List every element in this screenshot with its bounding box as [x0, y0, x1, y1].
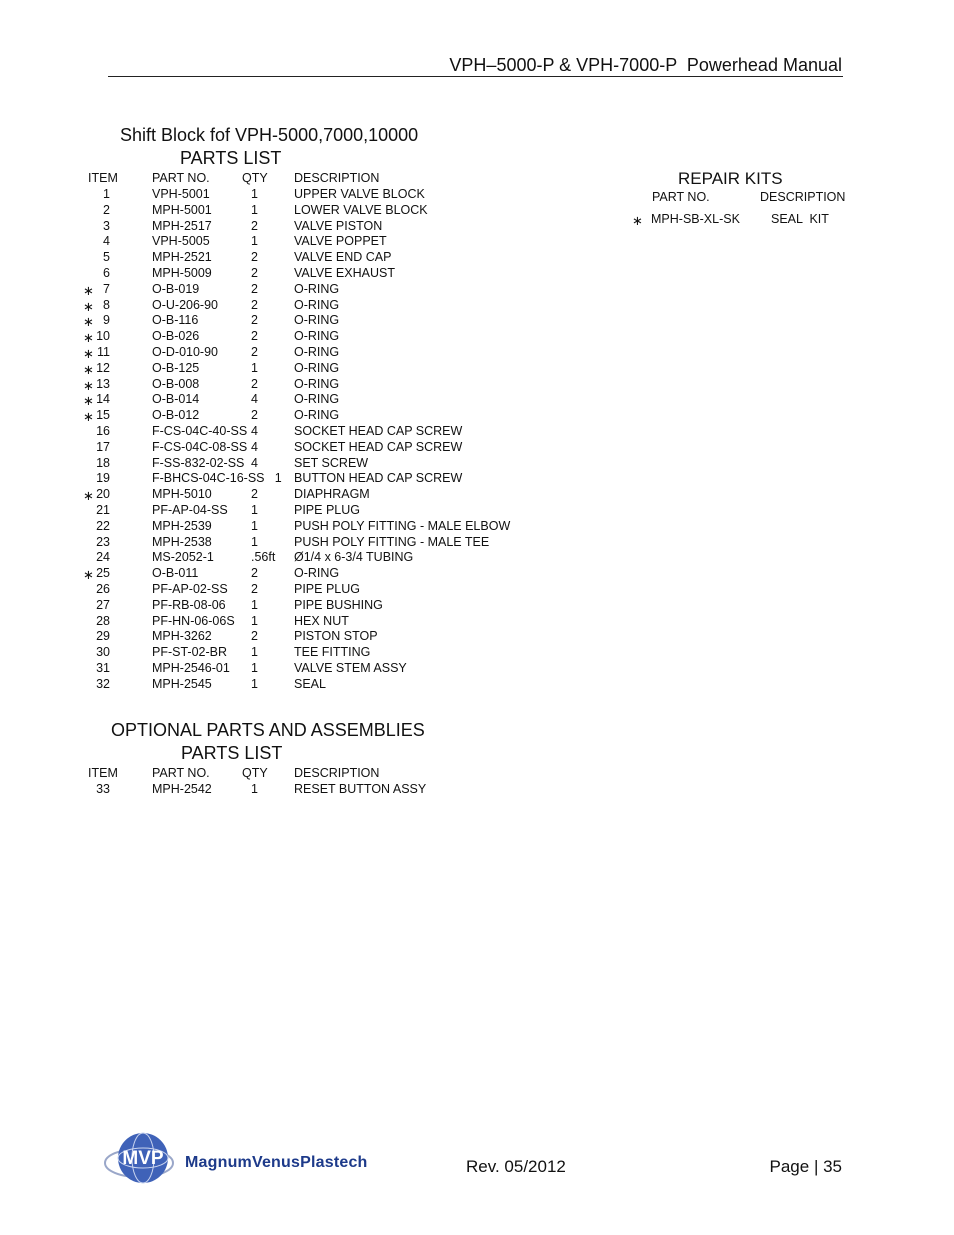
description: SOCKET HEAD CAP SCREW — [294, 439, 463, 454]
description: O-RING — [294, 297, 340, 312]
part-number: F-BHCS-04C-16-SS — [152, 471, 265, 486]
part-number: MPH-2542 — [152, 782, 212, 796]
opt-col-item-header: ITEM — [88, 766, 118, 780]
item-number: 19 — [96, 471, 110, 486]
asterisk-icon: ∗ — [83, 409, 94, 425]
description: HEX NUT — [294, 613, 349, 628]
quantity: 1 — [251, 534, 258, 549]
parts-list-subtitle: PARTS LIST — [180, 148, 282, 168]
item-number: 15 — [96, 408, 110, 423]
part-number: F-CS-04C-40-SS — [152, 424, 248, 438]
asterisk-icon: ∗ — [83, 298, 94, 314]
description: PUSH POLY FITTING - MALE ELBOW — [294, 518, 511, 533]
item-number: 27 — [96, 597, 110, 612]
quantity: 2 — [251, 376, 258, 391]
part-number: PF-ST-02-BR — [152, 645, 228, 660]
description: O-RING — [294, 329, 340, 344]
quantity: 2 — [251, 250, 258, 265]
item-number: 24 — [96, 550, 110, 565]
part-number: MPH-5010 — [152, 487, 212, 502]
quantity: 1 — [251, 597, 258, 612]
description: BUTTON HEAD CAP SCREW — [294, 471, 463, 486]
quantity: 1 — [251, 360, 258, 375]
asterisk-icon: ∗ — [83, 330, 94, 346]
logo-company-name: MagnumVenusPlastech — [185, 1154, 368, 1171]
part-number: MPH-2545 — [152, 676, 212, 691]
quantity: 4 — [251, 439, 258, 454]
item-number: 30 — [96, 645, 110, 660]
description: PUSH POLY FITTING - MALE TEE — [294, 534, 490, 549]
description: O-RING — [294, 392, 340, 407]
quantity: 4 — [251, 424, 258, 438]
part-number: O-B-125 — [152, 360, 200, 375]
item-number: 18 — [96, 455, 110, 470]
quantity: 2 — [251, 297, 258, 312]
description: SET SCREW — [294, 455, 369, 470]
revision-date: Rev. 05/2012 — [466, 1157, 566, 1176]
part-number: PF-AP-04-SS — [152, 503, 228, 517]
mvp-globe-logo-icon — [103, 1130, 183, 1190]
item-number: 25 — [96, 566, 110, 581]
part-number: O-B-116 — [152, 313, 199, 328]
item-number: 31 — [96, 661, 110, 675]
item-number: 14 — [96, 392, 110, 407]
col-part-no-header: PART NO. — [152, 171, 210, 185]
item-number: 17 — [96, 439, 110, 454]
quantity: 2 — [251, 313, 258, 328]
opt-col-description-header: DESCRIPTION — [294, 766, 380, 780]
header-rule — [108, 76, 843, 77]
description: PIPE PLUG — [294, 503, 360, 517]
kit-col-description-header: DESCRIPTION — [760, 190, 846, 204]
optional-parts-subtitle: PARTS LIST — [181, 743, 283, 763]
quantity: 1 — [251, 782, 258, 796]
company-logo — [103, 1130, 393, 1190]
item-number: 7 — [103, 281, 110, 296]
asterisk-icon: ∗ — [83, 282, 94, 298]
description: SOCKET HEAD CAP SCREW — [294, 424, 463, 438]
item-number: 23 — [96, 534, 110, 549]
item-number: 5 — [103, 250, 110, 265]
asterisk-icon: ∗ — [83, 361, 94, 377]
quantity: 2 — [251, 629, 258, 644]
header-title: VPH–5000-P & VPH-7000-P Powerhead Manual — [449, 55, 842, 75]
quantity: 2 — [251, 408, 258, 423]
opt-col-qty-header: QTY — [242, 766, 268, 780]
logo-badge-text: MVP — [122, 1148, 164, 1169]
description: LOWER VALVE BLOCK — [294, 202, 428, 217]
asterisk-icon: ∗ — [83, 393, 94, 409]
description: VALVE POPPET — [294, 234, 387, 249]
shift-block-title: Shift Block fof VPH-5000,7000,10000 — [120, 125, 419, 145]
part-number: MPH-5001 — [152, 202, 212, 217]
quantity: 1 — [274, 471, 282, 486]
quantity: .56ft — [251, 550, 276, 565]
optional-parts-title: OPTIONAL PARTS AND ASSEMBLIES — [111, 720, 425, 740]
item-number: 29 — [96, 629, 110, 644]
quantity: 2 — [251, 566, 258, 581]
item-number: 10 — [96, 329, 110, 344]
asterisk-icon: ∗ — [83, 314, 94, 330]
quantity: 4 — [251, 392, 258, 407]
part-number: PF-HN-06-06S — [152, 613, 235, 628]
item-number: 1 — [103, 187, 110, 201]
part-number: MPH-2546-01 — [152, 661, 230, 675]
quantity: 2 — [251, 281, 258, 296]
description: O-RING — [294, 376, 340, 391]
part-number: VPH-5001 — [152, 187, 210, 201]
item-number: 3 — [103, 218, 110, 233]
asterisk-icon: ∗ — [83, 488, 94, 504]
quantity: 2 — [251, 329, 258, 344]
item-number: 2 — [103, 202, 110, 217]
quantity: 1 — [251, 661, 258, 675]
item-number: 9 — [103, 313, 110, 328]
asterisk-icon: ∗ — [632, 213, 643, 228]
description: TEE FITTING — [294, 645, 371, 660]
quantity: 1 — [251, 676, 258, 691]
quantity: 1 — [251, 503, 258, 517]
part-number: MPH-2517 — [152, 218, 212, 233]
item-number: 22 — [96, 518, 110, 533]
quantity: 2 — [251, 218, 258, 233]
description: Ø1/4 x 6-3/4 TUBING — [294, 550, 414, 565]
description: RESET BUTTON ASSY — [294, 782, 427, 796]
description: UPPER VALVE BLOCK — [294, 187, 425, 201]
description: PISTON STOP — [294, 629, 378, 644]
item-number: 13 — [96, 376, 110, 391]
part-number: PF-RB-08-06 — [152, 597, 226, 612]
part-number: F-SS-832-02-SS — [152, 455, 245, 470]
description: O-RING — [294, 408, 340, 423]
page-number: Page | 35 — [769, 1157, 842, 1176]
description: VALVE STEM ASSY — [294, 661, 407, 675]
item-number: 6 — [103, 266, 110, 280]
description: VALVE PISTON — [294, 218, 383, 233]
part-number: MPH-2539 — [152, 518, 212, 533]
item-number: 16 — [96, 424, 110, 438]
col-description-header: DESCRIPTION — [294, 171, 380, 185]
asterisk-icon: ∗ — [83, 377, 94, 393]
opt-col-part-no-header: PART NO. — [152, 766, 210, 780]
description: O-RING — [294, 313, 340, 328]
item-number: 11 — [97, 345, 110, 359]
item-number: 4 — [103, 234, 110, 249]
part-number: O-B-026 — [152, 329, 200, 344]
quantity: 2 — [251, 345, 258, 359]
repair-kits-title: REPAIR KITS — [678, 169, 783, 188]
asterisk-icon: ∗ — [83, 346, 94, 361]
kit-col-part-no-header: PART NO. — [652, 190, 710, 204]
part-number: PF-AP-02-SS — [152, 582, 228, 596]
description: O-RING — [294, 281, 340, 296]
description: DIAPHRAGM — [294, 487, 370, 502]
quantity: 1 — [251, 645, 258, 660]
description: O-RING — [294, 566, 340, 581]
quantity: 1 — [251, 187, 258, 201]
col-item-header: ITEM — [88, 171, 118, 185]
quantity: 4 — [251, 455, 258, 470]
part-number: MPH-2538 — [152, 534, 212, 549]
item-number: 26 — [96, 582, 110, 596]
description: VALVE END CAP — [294, 250, 392, 265]
col-qty-header: QTY — [242, 171, 268, 185]
description: O-RING — [294, 345, 340, 359]
quantity: 1 — [251, 202, 258, 217]
description: O-RING — [294, 360, 340, 375]
part-number: MPH-2521 — [152, 250, 212, 265]
description: VALVE EXHAUST — [294, 266, 395, 280]
part-number: MPH-3262 — [152, 629, 212, 644]
quantity: 2 — [251, 582, 258, 596]
part-number: VPH-5005 — [152, 234, 210, 249]
quantity: 2 — [251, 487, 258, 502]
item-number: 32 — [96, 676, 110, 691]
item-number: 33 — [96, 782, 110, 796]
part-number: O-B-011 — [152, 566, 199, 581]
quantity: 2 — [251, 266, 258, 280]
part-number: F-CS-04C-08-SS — [152, 439, 248, 454]
part-number: O-B-012 — [152, 408, 200, 423]
part-number: O-B-014 — [152, 392, 200, 407]
item-number: 20 — [96, 487, 110, 502]
part-number: O-U-206-90 — [152, 297, 218, 312]
part-number: MS-2052-1 — [152, 550, 214, 565]
asterisk-icon: ∗ — [83, 567, 94, 583]
kit-part-no: MPH-SB-XL-SK — [651, 212, 740, 226]
item-number: 8 — [103, 297, 110, 312]
description: PIPE PLUG — [294, 582, 360, 596]
item-number: 21 — [96, 503, 110, 517]
quantity: 1 — [251, 613, 258, 628]
part-number: O-D-010-90 — [152, 345, 218, 359]
part-number: O-B-019 — [152, 281, 200, 296]
part-number: O-B-008 — [152, 376, 200, 391]
kit-description: SEAL KIT — [771, 212, 829, 226]
description: PIPE BUSHING — [294, 597, 383, 612]
quantity: 1 — [251, 234, 258, 249]
quantity: 1 — [251, 518, 258, 533]
part-number: MPH-5009 — [152, 266, 212, 280]
item-number: 12 — [96, 360, 110, 375]
item-number: 28 — [96, 613, 110, 628]
description: SEAL — [294, 676, 326, 691]
